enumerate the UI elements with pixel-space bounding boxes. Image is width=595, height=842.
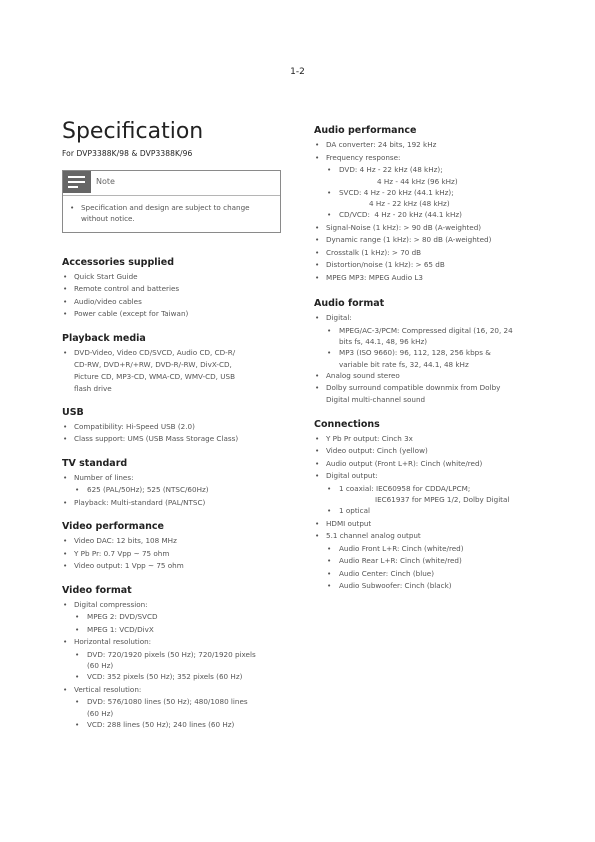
list-item: • DA converter: 24 bits, 192 kHz xyxy=(314,139,542,152)
item-text: Number of lines: xyxy=(74,472,134,482)
list-item: • Analog sound stereo xyxy=(314,370,542,383)
sub-list xyxy=(326,164,542,222)
section-audio-performance xyxy=(314,125,542,284)
list-item: • Y Pb Pr: 0.7 Vpp ~ 75 ohm xyxy=(62,548,284,561)
text-line: CD-RW, DVD+R/+RW, DVD-R/-RW, DivX-CD, xyxy=(74,359,232,369)
text-line: MP3 (ISO 9660): 96, 112, 128, 256 kbps & xyxy=(339,348,491,357)
sub-list xyxy=(326,543,542,593)
list-item xyxy=(314,382,542,405)
sub-list xyxy=(326,325,542,370)
text-line: MPEG/AC-3/PCM: Compressed digital (16, 20, 24 xyxy=(339,325,513,335)
list-item: • Remote control and batteries xyxy=(62,283,284,296)
text-line: • DVD-Video, Video CD/SVCD, Audio CD, CD-R/ xyxy=(74,347,236,357)
text-line: Dolby surround compatible downmix from Dolby xyxy=(326,383,501,392)
sub-list-item xyxy=(74,696,284,719)
list-item: • Video output: 1 Vpp ~ 75 ohm xyxy=(62,560,284,573)
section-title: TV standard xyxy=(62,457,128,469)
section-tv-standard xyxy=(62,458,284,510)
item-text: Horizontal resolution: xyxy=(74,637,152,646)
sub-list xyxy=(74,649,284,684)
section-title: Connections xyxy=(314,418,380,430)
sub-list xyxy=(74,484,284,497)
list-item: • Video DAC: 12 bits, 108 MHz xyxy=(62,535,284,548)
text-line: 4 Hz - 44 kHz (96 kHz) xyxy=(377,176,458,186)
item-text: Digital compression: xyxy=(74,599,148,609)
list-item: • Power cable (except for Taiwan) xyxy=(62,308,284,321)
list-item xyxy=(314,530,542,593)
list-item: • Dynamic range (1 kHz): > 80 dB (A-weighted) xyxy=(314,234,542,247)
page-title: Specification xyxy=(62,119,204,144)
text-line: bits fs, 44.1, 48, 96 kHz) xyxy=(339,337,428,346)
section-accessories xyxy=(62,257,284,321)
sub-list-item xyxy=(326,347,542,370)
list-item xyxy=(62,472,284,497)
item-text: Digital: xyxy=(326,313,352,322)
text-line: 4 Hz - 22 kHz (48 kHz) xyxy=(369,199,450,208)
item-text: Digital output: xyxy=(326,471,378,480)
left-column xyxy=(62,118,284,731)
section-title: Audio performance xyxy=(314,125,417,136)
sub-list-item: • VCD: 288 lines (50 Hz); 240 lines (60 Hz) xyxy=(74,719,284,732)
note-header xyxy=(63,171,280,195)
item-text: 5.1 channel analog output xyxy=(326,531,421,540)
text-line: flash drive xyxy=(74,383,112,393)
sub-list-item: • CD/VCD: 4 Hz - 20 kHz (44.1 kHz) xyxy=(326,209,542,222)
list-item: • Audio/video cables xyxy=(62,296,284,309)
section-video-format xyxy=(62,585,284,732)
text-line: DVD: 720/1920 pixels (50 Hz); 720/1920 pixels xyxy=(87,649,256,659)
list-item: • Class support: UMS (USB Mass Storage Class) xyxy=(62,433,284,446)
page-number: 1-2 xyxy=(290,67,305,77)
sub-list xyxy=(74,696,284,731)
list-item: • Compatibility: Hi-Speed USB (2.0) xyxy=(62,421,284,434)
right-column xyxy=(314,125,542,593)
text-line: SVCD: 4 Hz - 20 kHz (44.1 kHz); xyxy=(339,187,454,197)
item-text: Vertical resolution: xyxy=(74,684,142,694)
note-label: Note xyxy=(96,177,115,186)
sub-list-item: • Audio Center: Cinch (blue) xyxy=(326,568,542,581)
list-item: • Crosstalk (1 kHz): > 70 dB xyxy=(314,247,542,260)
text-line: DVD: 576/1080 lines (50 Hz); 480/1080 lines xyxy=(87,697,248,706)
section-title: USB xyxy=(62,406,84,418)
list-item: • MPEG MP3: MPEG Audio L3 xyxy=(314,272,542,285)
audio-performance-list xyxy=(314,139,542,284)
text-line: Picture CD, MP3-CD, WMA-CD, WMV-CD, USB xyxy=(74,371,236,381)
list-item xyxy=(62,636,284,684)
list-item: • Quick Start Guide xyxy=(62,271,284,284)
list-item: • HDMI output xyxy=(314,518,542,531)
sub-list-item: • VCD: 352 pixels (50 Hz); 352 pixels (60 Hz) xyxy=(74,671,284,684)
section-title: Video format xyxy=(62,584,132,596)
sub-list-item xyxy=(326,187,542,210)
text-line: (60 Hz) xyxy=(87,708,114,718)
list-item xyxy=(314,470,542,518)
text-line: (60 Hz) xyxy=(87,661,114,670)
list-item: • Distortion/noise (1 kHz): > 65 dB xyxy=(314,259,542,272)
video-format-list xyxy=(62,599,284,732)
sub-list-item: • 1 optical xyxy=(326,505,542,518)
sub-list xyxy=(326,483,542,518)
section-video-performance xyxy=(62,521,284,573)
list-item: • Audio output (Front L+R): Cinch (white/red) xyxy=(314,458,542,471)
list-item: • Signal-Noise (1 kHz): > 90 dB (A-weighted) xyxy=(314,222,542,235)
video-performance-list xyxy=(62,535,284,573)
list-item xyxy=(62,599,284,637)
sub-list-item: • Audio Rear L+R: Cinch (white/red) xyxy=(326,555,542,568)
list-item xyxy=(62,684,284,732)
sub-list-item: • 625 (PAL/50Hz); 525 (NTSC/60Hz) xyxy=(74,484,284,497)
sub-list-item: • Audio Subwoofer: Cinch (black) xyxy=(326,580,542,593)
section-title: Video performance xyxy=(62,521,164,532)
tv-standard-list xyxy=(62,472,284,510)
accessories-list xyxy=(62,271,284,321)
note-box xyxy=(62,170,281,233)
sub-list-item xyxy=(326,483,542,506)
list-item: • Y Pb Pr output: Cinch 3x xyxy=(314,433,542,446)
note-item xyxy=(69,203,272,224)
audio-format-list xyxy=(314,312,542,405)
section-title: Audio format xyxy=(314,298,385,309)
playback-media-list xyxy=(62,347,284,395)
text-line: DVD: 4 Hz - 22 kHz (48 kHz); xyxy=(339,165,443,174)
text-line: IEC61937 for MPEG 1/2, Dolby Digital xyxy=(375,495,510,504)
text-line: 1 coaxial: IEC60958 for CDDA/LPCM; xyxy=(339,483,471,493)
section-audio-format xyxy=(314,298,542,405)
list-item xyxy=(314,152,542,222)
item-text: Frequency response: xyxy=(326,152,401,162)
note-text-line: without notice. xyxy=(81,213,135,223)
section-title: Playback media xyxy=(62,332,146,344)
section-connections xyxy=(314,419,542,593)
note-text-line: Specification and design are subject to change xyxy=(81,203,250,212)
sub-list-item: • MPEG 2: DVD/SVCD xyxy=(74,611,284,624)
text-line: Digital multi-channel sound xyxy=(326,394,426,404)
text-line: variable bit rate fs, 32, 44.1, 48 kHz xyxy=(339,359,469,369)
usb-list xyxy=(62,421,284,446)
list-item: • Video output: Cinch (yellow) xyxy=(314,445,542,458)
list-item: • Playback: Multi-standard (PAL/NTSC) xyxy=(62,497,284,510)
sub-list xyxy=(74,611,284,636)
page-subtitle: For DVP3388K/98 & DVP3388K/96 xyxy=(62,149,193,158)
section-title: Accessories supplied xyxy=(62,256,175,268)
sub-list-item xyxy=(74,649,284,672)
list-item xyxy=(62,347,284,395)
sub-list-item: • MPEG 1: VCD/DivX xyxy=(74,624,284,637)
note-list xyxy=(69,203,272,224)
connections-list xyxy=(314,433,542,593)
section-playback-media xyxy=(62,333,284,395)
list-item xyxy=(314,312,542,370)
section-usb xyxy=(62,407,284,446)
sub-list-item: • Audio Front L+R: Cinch (white/red) xyxy=(326,543,542,556)
sub-list-item xyxy=(326,164,542,187)
sub-list-item xyxy=(326,325,542,348)
note-icon xyxy=(63,171,91,193)
